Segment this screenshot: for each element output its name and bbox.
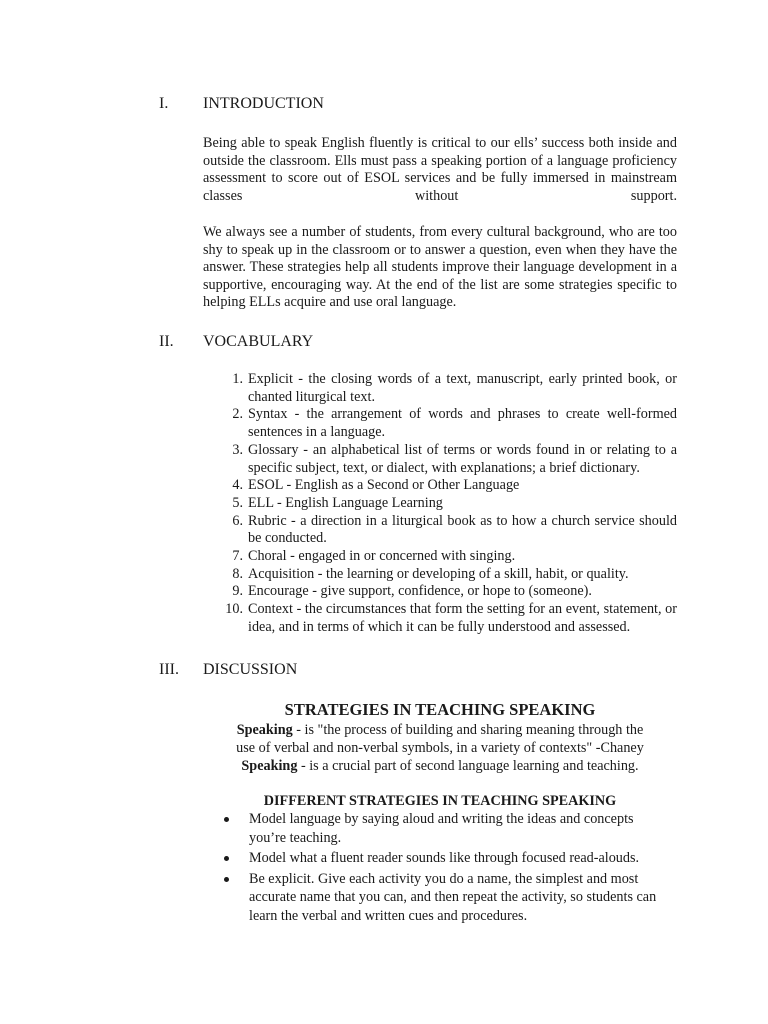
item-text: Context - the circumstances that form the setting for an event, statement, or idea, and in terms of which it can be fully understood and assessed. — [248, 601, 677, 635]
item-text: Model language by saying aloud and writing the ideas and concepts you’re teaching. — [249, 811, 634, 846]
section-heading-introduction — [159, 94, 324, 114]
item-number: 3. — [232, 441, 243, 458]
intro-paragraph-1: Being able to speak English fluently is critical to our ells’ success both inside and outside the classroom. Ells must pass a speaking portion of a language proficiency assessment to score out of ESOL services and be fully immersed in mainstream classes without support. — [203, 135, 677, 204]
section-title: INTRODUCTION — [203, 95, 324, 112]
item-text: ESOL - English as a Second or Other Language — [248, 477, 520, 494]
item-number: 6. — [232, 512, 243, 529]
section-heading-vocabulary — [159, 332, 313, 352]
bullet-icon — [224, 817, 229, 822]
vocabulary-list — [203, 371, 677, 637]
item-number: 8. — [232, 565, 243, 582]
item-text: ELL - English Language Learning — [248, 494, 443, 511]
section-heading-discussion — [159, 660, 297, 680]
list-item — [224, 870, 664, 926]
item-number: 9. — [232, 583, 243, 600]
item-text: Explicit - the closing words of a text, manuscript, early printed book, or chanted liturgical text. — [248, 371, 677, 405]
definition-line — [203, 721, 677, 739]
item-number: 10. — [225, 601, 243, 618]
item-text: Choral - engaged in or concerned with singing. — [248, 548, 516, 565]
bullet-icon — [224, 856, 229, 861]
list-item — [203, 442, 677, 477]
list-item — [203, 406, 677, 441]
definition-text: use of verbal and non-verbal symbols, in a variety of contexts" -Chaney — [236, 740, 644, 756]
bullet-icon — [224, 877, 229, 882]
definition-text: - is "the process of building and sharing meaning through the — [292, 722, 644, 738]
definition-line — [203, 739, 677, 757]
definition-text: - is a crucial part of second language learning and teaching. — [297, 758, 639, 774]
item-number: 2. — [232, 406, 243, 423]
item-text: Glossary - an alphabetical list of terms or words found in or relating to a specific subject, text, or dialect, with explanations; a brief dictionary. — [248, 441, 677, 476]
term-bold: Speaking — [236, 722, 293, 738]
definition-line — [203, 757, 677, 775]
item-number: 7. — [232, 548, 243, 565]
item-number: 5. — [232, 494, 243, 511]
list-item — [203, 583, 677, 601]
term-bold: Speaking — [241, 758, 298, 774]
section-number: II. — [159, 333, 174, 350]
discussion-title: STRATEGIES IN TEACHING SPEAKING — [284, 700, 596, 719]
list-item — [203, 495, 677, 513]
strategies-title: DIFFERENT STRATEGIES IN TEACHING SPEAKING — [263, 793, 617, 809]
item-number: 4. — [232, 477, 243, 494]
list-item — [203, 513, 677, 548]
list-item — [203, 601, 677, 636]
section-number: III. — [159, 661, 179, 678]
speaking-definitions — [203, 721, 677, 775]
list-item — [203, 566, 677, 584]
section-title: DISCUSSION — [203, 661, 298, 678]
item-text: Be explicit. Give each activity you do a name, the simplest and most accurate name that you can, and then repeat the activity, so students can learn the verbal and written cues and procedures. — [249, 870, 657, 924]
item-text: Model what a fluent reader sounds like through focused read-alouds. — [249, 850, 640, 866]
section-title: VOCABULARY — [203, 333, 314, 350]
item-number: 1. — [232, 371, 243, 387]
item-text: Acquisition - the learning or developing of a skill, habit, or quality. — [248, 565, 629, 582]
section-number: I. — [159, 95, 169, 112]
strategies-list — [224, 810, 664, 927]
list-item — [224, 810, 664, 847]
item-text: Encourage - give support, confidence, or hope to (someone). — [248, 583, 592, 600]
item-text: Rubric - a direction in a liturgical book as to how a church service should be conducted. — [248, 512, 677, 547]
list-item — [203, 548, 677, 566]
list-item — [224, 849, 664, 868]
item-text: Syntax - the arrangement of words and phrases to create well-formed sentences in a language. — [248, 406, 677, 441]
list-item — [203, 477, 677, 495]
intro-paragraph-2: We always see a number of students, from every cultural background, who are too shy to speak up in the classroom or to answer a question, even when they have the answer. These strategies help all students improve their language development in a supportive, encouraging way. At the end of the list are some strategies specific to helping ELLs acquire and use oral language. — [203, 224, 677, 311]
list-item — [203, 371, 677, 406]
